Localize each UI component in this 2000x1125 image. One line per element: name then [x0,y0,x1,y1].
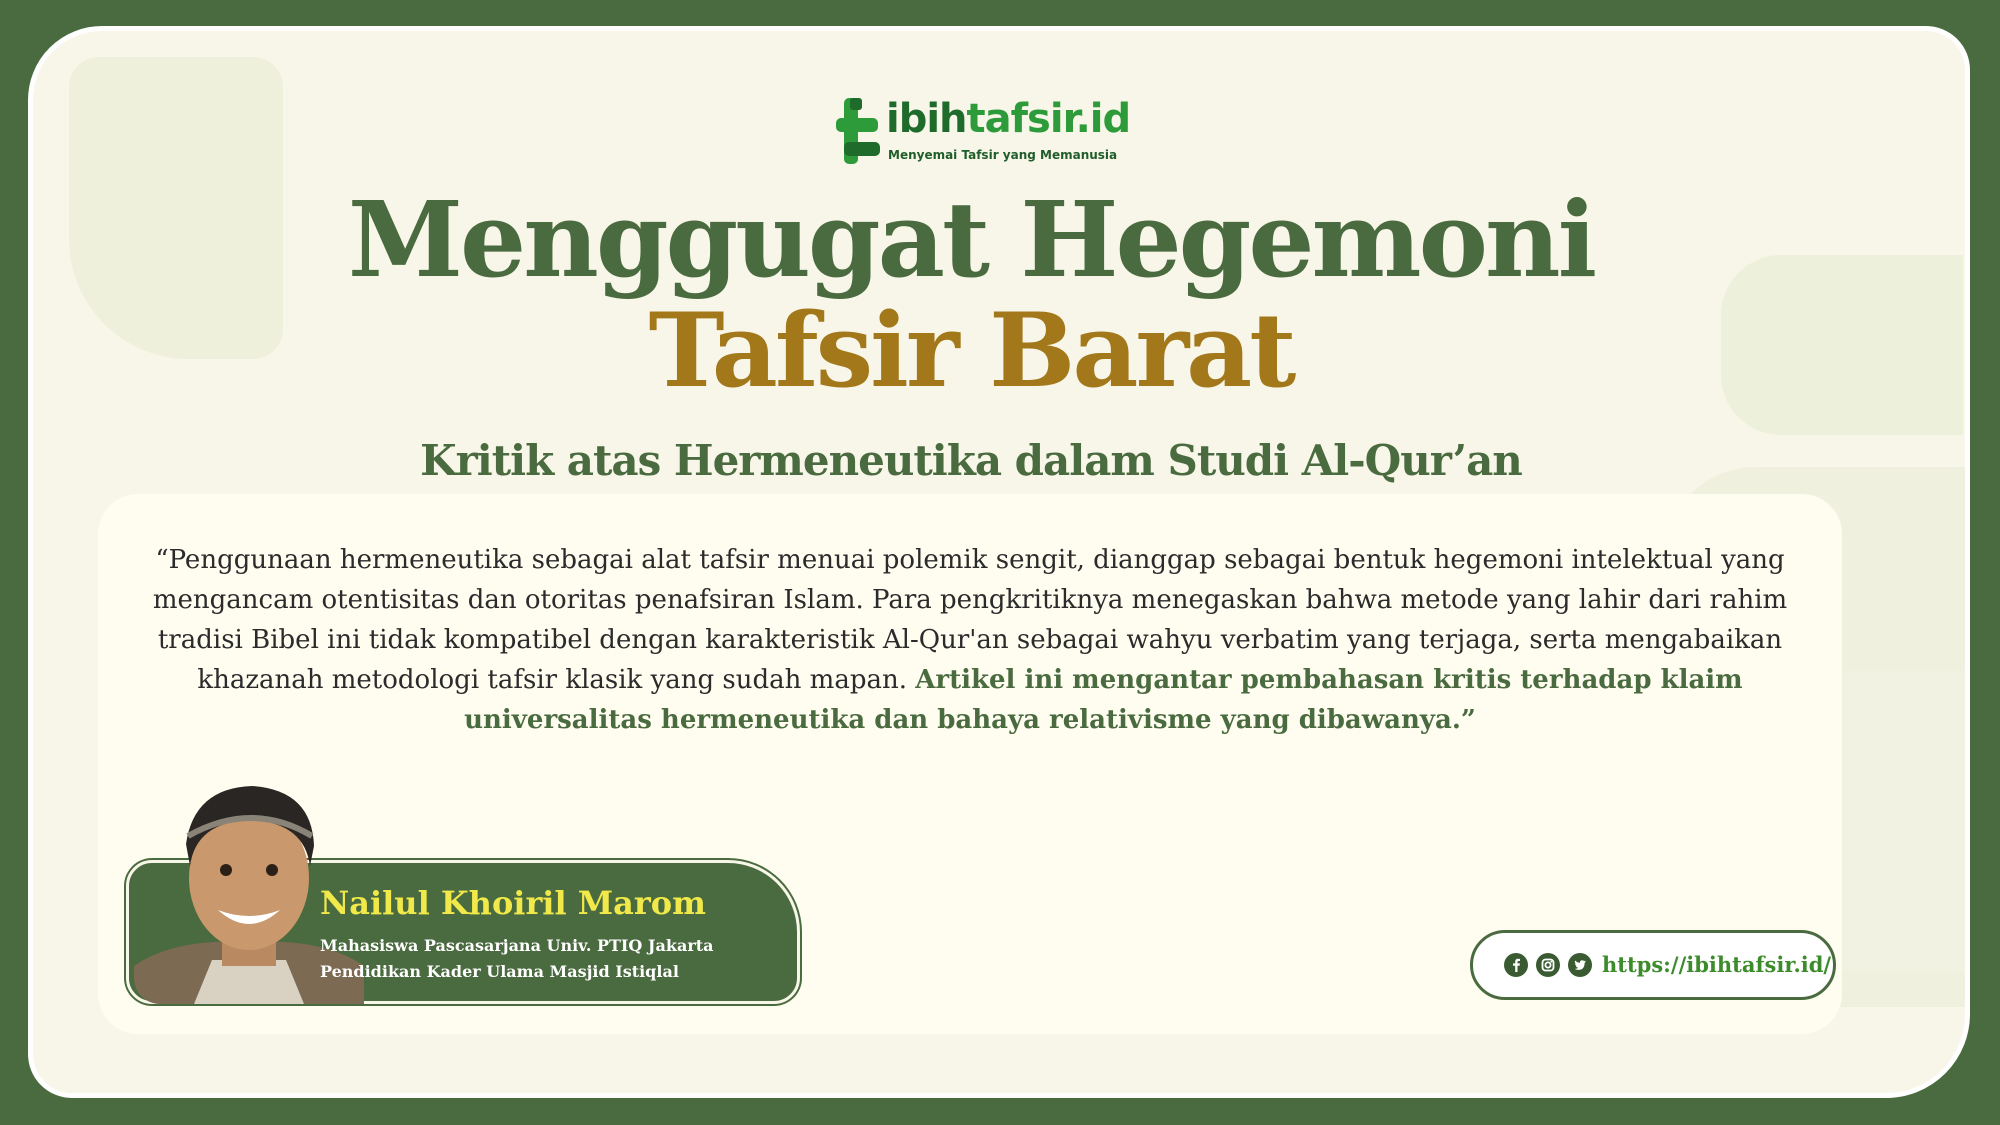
headline-line-1: Menggugat Hegemoni [347,178,1595,301]
author-affiliation-1: Mahasiswa Pascasarjana Univ. PTIQ Jakarta [320,936,714,955]
brand-logo [836,68,1136,172]
instagram-icon[interactable] [1536,953,1560,977]
quote-body: “Penggunaan hermeneutika sebagai alat tafsir menuai polemik sengit, dianggap sebagai bentuk hegemoni intelektual yang mengancam otentisitas dan otoritas penafsiran Islam. Para pengkritiknya menegaskan bahwa metode yang lahir dari rahim tradisi Bibel ini tidak kompatibel dengan karakteristik Al-Qur'an sebagai wahyu verbatim yang terjaga, serta mengabaikan khazanah metodologi tafsir klasik yang sudah mapan. [152,545,1788,695]
brand-tagline: Menyemai Tafsir yang Memanusia [888,148,1118,162]
logo-mark-icon [836,98,882,164]
author-affiliation-2: Pendidikan Kader Ulama Masjid Istiqlal [320,962,679,981]
brand-name: ibihtafsir.id [886,96,1131,142]
headline-line-2: Tafsir Barat [648,291,1294,411]
subtitle: Kritik atas Hermeneutika dalam Studi Al-Qur’an [420,436,1522,485]
author-name: Nailul Khoiril Marom [320,884,706,922]
facebook-icon[interactable] [1504,953,1528,977]
quote-text [150,540,1790,740]
quote-highlight: Artikel ini mengantar pembahasan kritis terhadap klaim universalitas hermeneutika dan bahaya relativisme yang dibawanya.” [464,665,1743,735]
website-link[interactable]: https://ibihtafsir.id/ [1602,952,1832,977]
twitter-icon[interactable] [1568,953,1592,977]
